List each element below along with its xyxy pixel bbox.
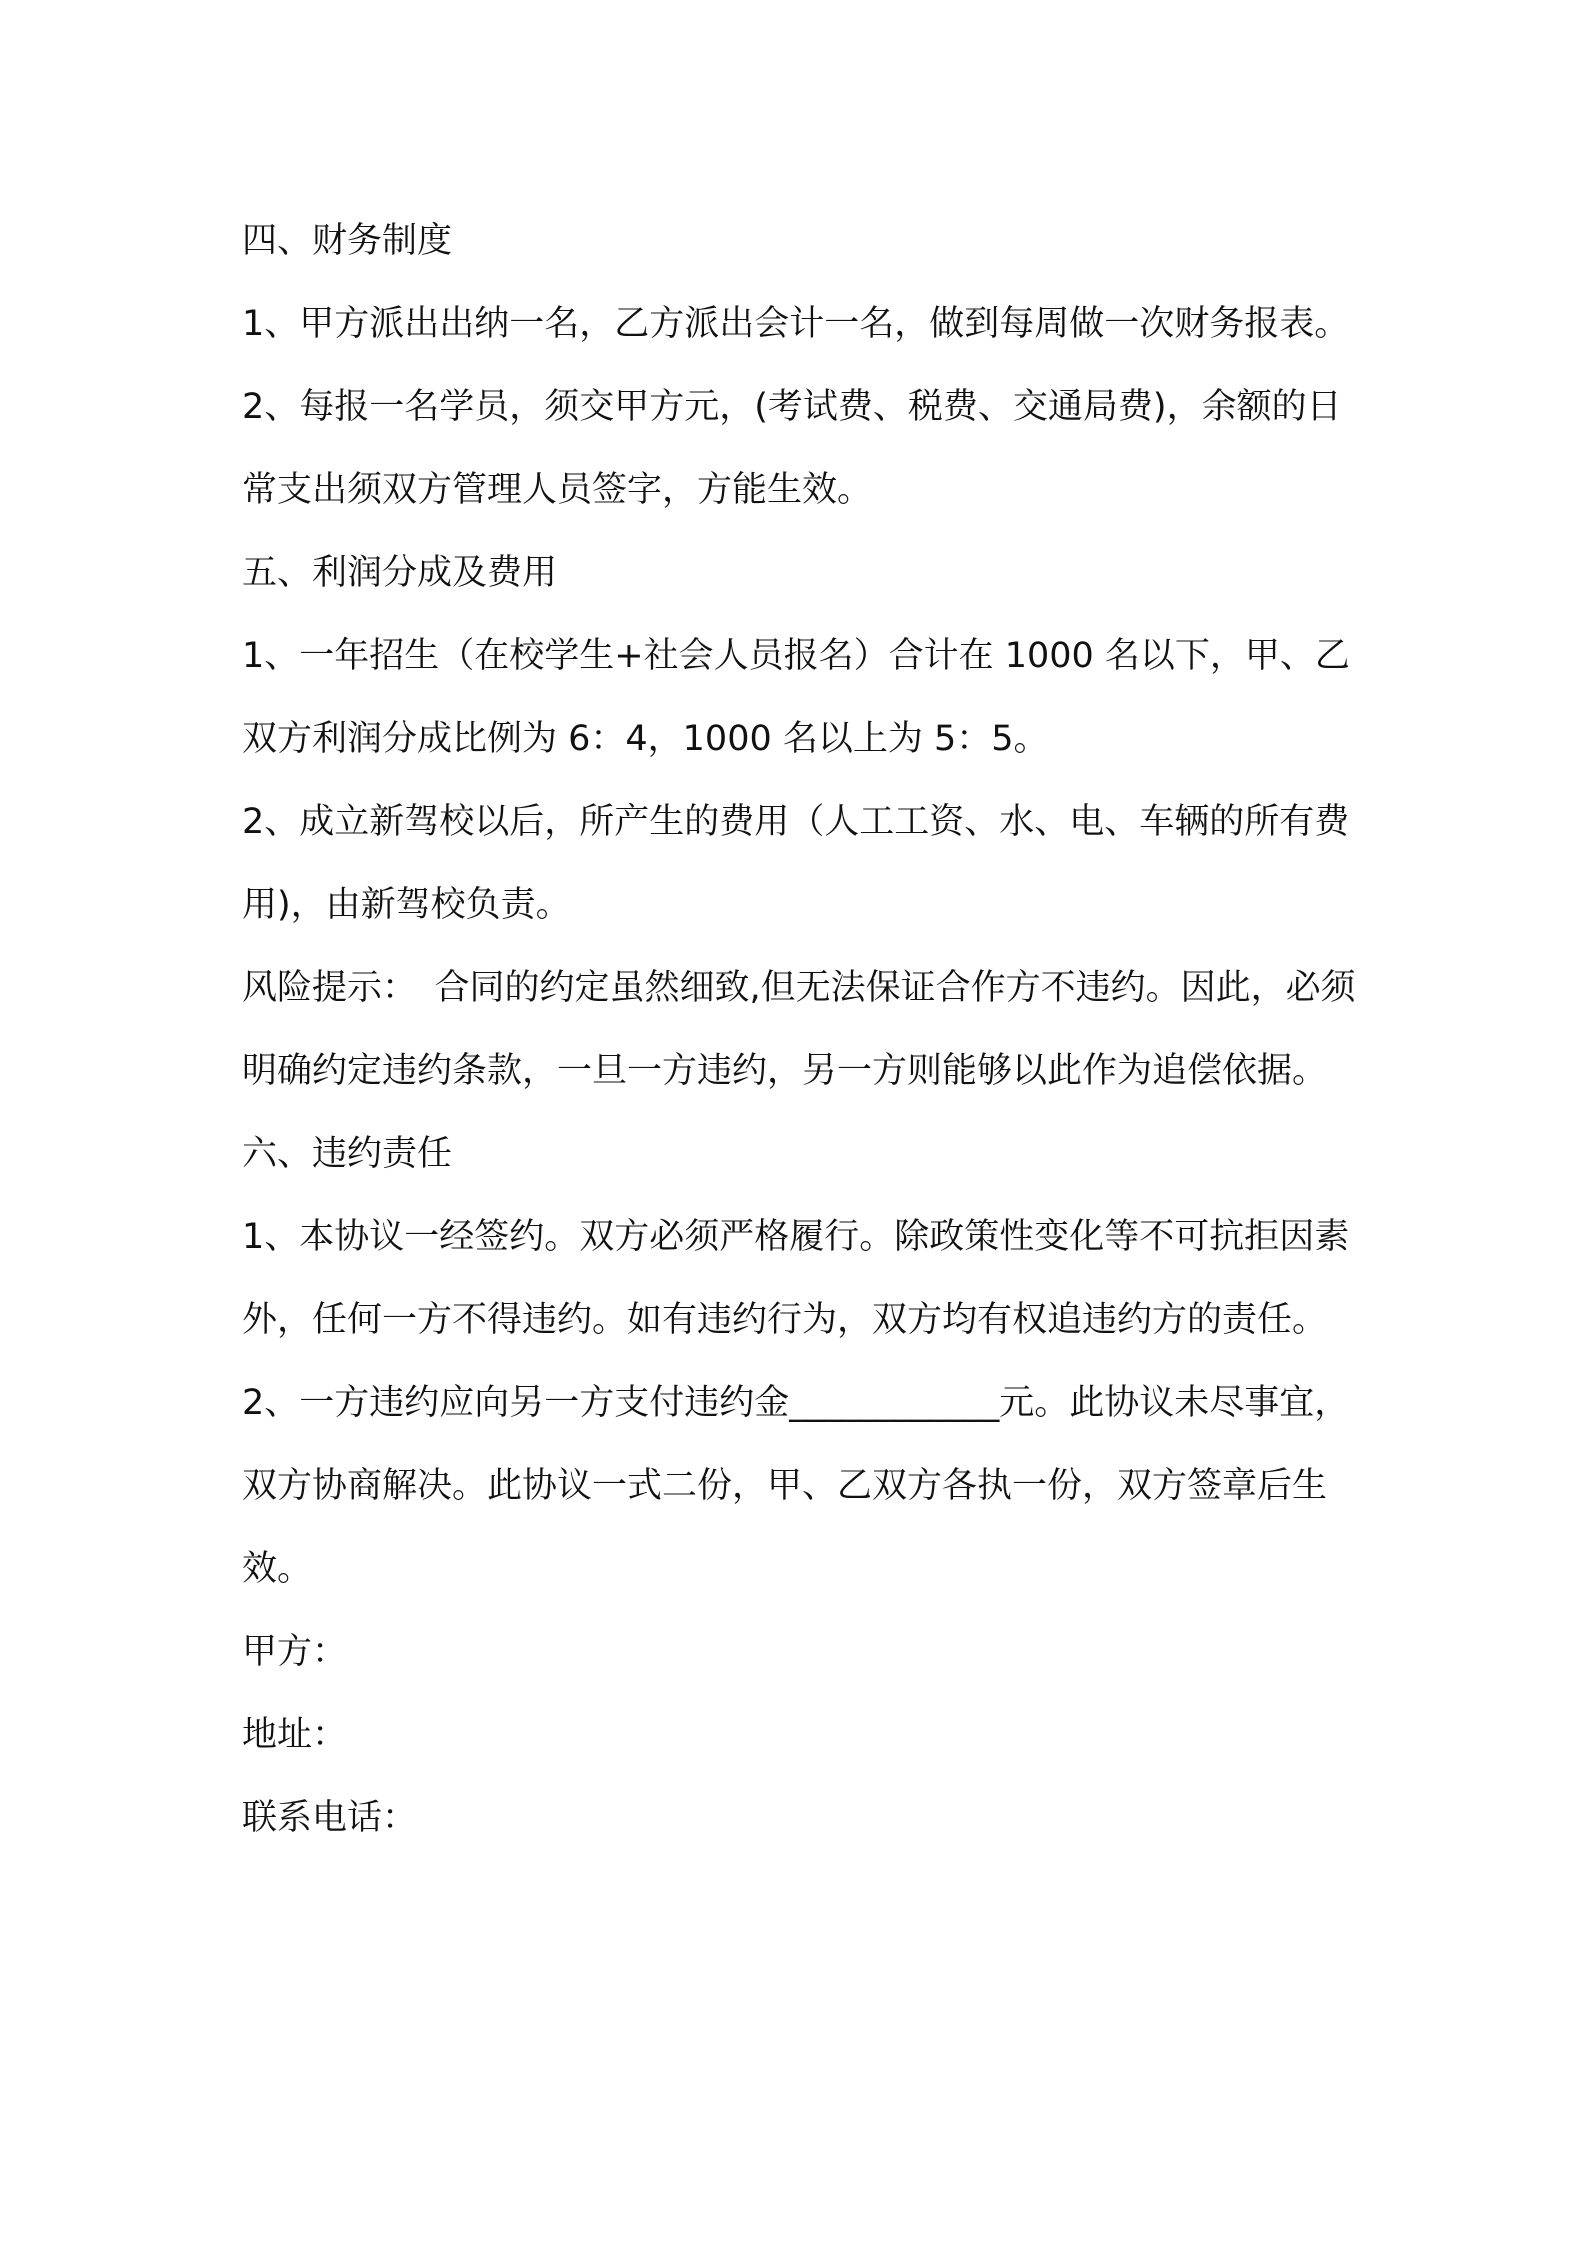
section-4-item-2: 2、每报一名学员，须交甲方元，(考试费、税费、交通局费)，余额的日常支出须双方管理人员签字，方能生效。 (242, 387, 1342, 510)
phone-label: 联系电话： (242, 1798, 418, 1838)
document-page (242, 200, 1362, 1860)
address-label: 地址： (242, 1715, 348, 1755)
section-4-title: 四、财务制度 (242, 221, 453, 261)
section-5-title: 五、利润分成及费用 (242, 553, 558, 593)
party-a-label: 甲方： (242, 1632, 348, 1672)
section-5-item-2: 2、成立新驾校以后，所产生的费用（人工工资、水、电、车辆的所有费用)，由新驾校负责。 (242, 802, 1350, 925)
section-6-item-1: 1、本协议一经签约。双方必须严格履行。除政策性变化等不可抗拒因素外，任何一方不得违约。如有违约行为，双方均有权追违约方的责任。 (242, 1217, 1350, 1340)
risk-tip-paragraph: 风险提示： 合同的约定虽然细致,但无法保证合作方不违约。因此，必须明确约定违约条款，一旦一方违约，另一方则能够以此作为追偿依据。 六、违约责任 (242, 968, 1356, 1174)
section-6-item-2: 2、一方违约应向另一方支付违约金____________元。此协议未尽事宜，双方协商解决。此协议一式二份，甲、乙双方各执一份，双方签章后生效。 (242, 1383, 1350, 1589)
section-4-item-1: 1、甲方派出出纳一名，乙方派出会计一名，做到每周做一次财务报表。 (242, 304, 1350, 344)
section-5-item-1: 1、一年招生（在校学生+社会人员报名）合计在 1000 名以下，甲、乙双方利润分成比例为 6：4，1000 名以上为 5：5。 (242, 636, 1350, 759)
